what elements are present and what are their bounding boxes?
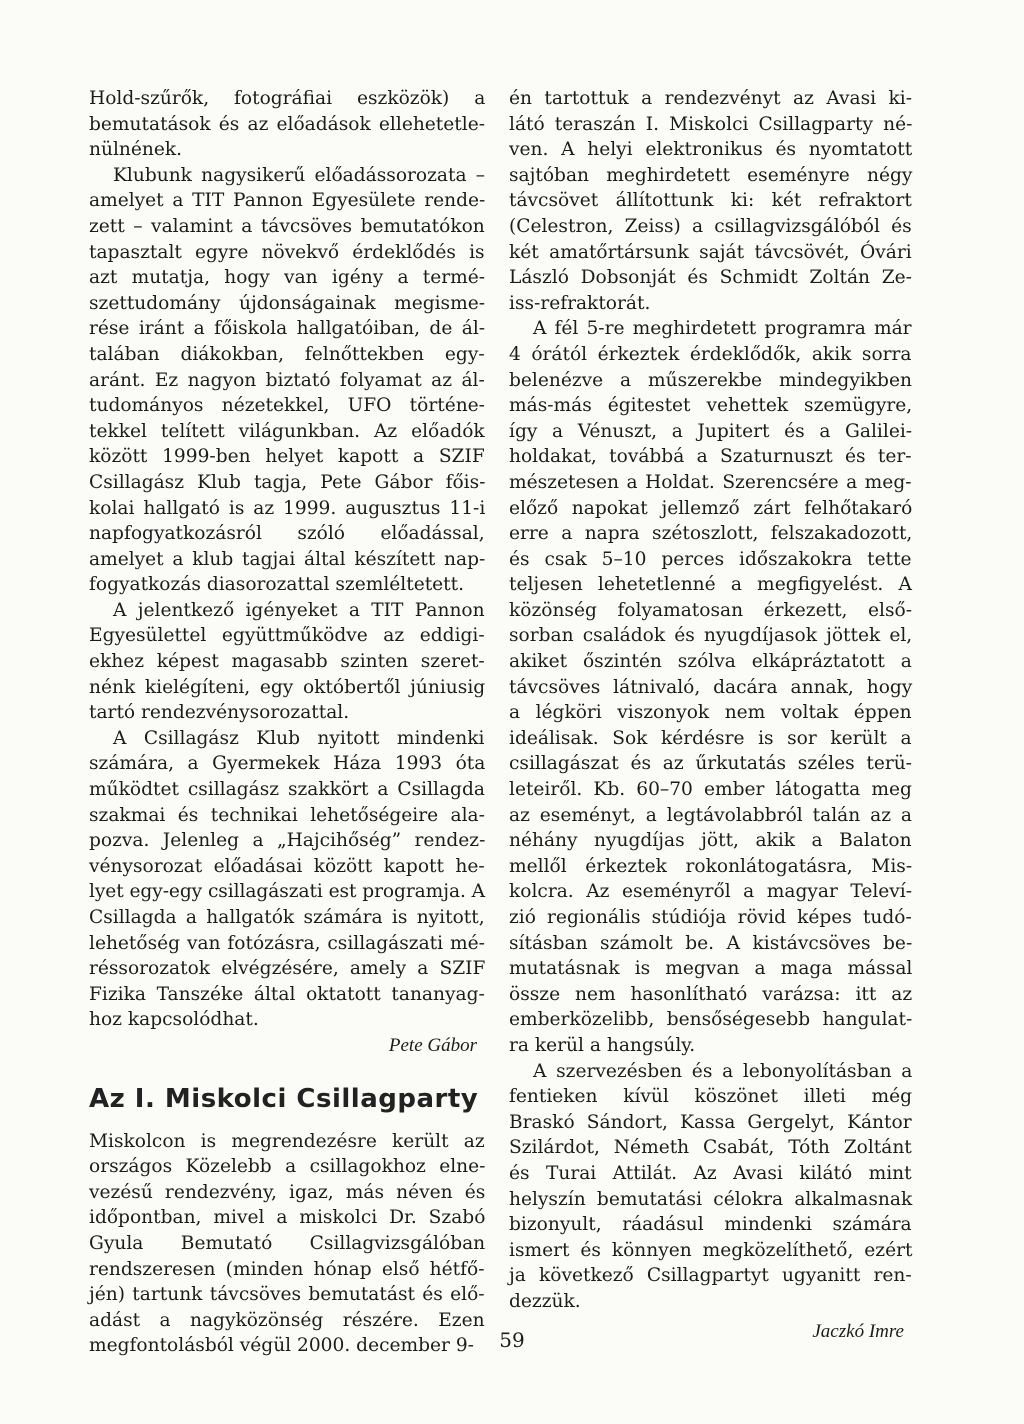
- text-line: helyszín bemutatási célokra alkalmasnak: [509, 1188, 913, 1210]
- text-line: szettudomány újdonságainak megisme-: [89, 292, 486, 314]
- text-line: két amatőrtársunk saját távcsövét, Óvári: [509, 241, 912, 263]
- text-line: így a Vénuszt, a Jupitert és a Galilei-: [509, 420, 913, 442]
- text-line: számára, a Gyermekek Háza 1993 óta: [89, 753, 486, 775]
- text-line: fogyatkozás diasorozattal szemléltetett.: [89, 574, 465, 596]
- text-line: erre a napra szétoszlott, felszakadozott,: [509, 523, 913, 545]
- text-line: lehetőség van fotózásra, csillagászati mé-: [89, 932, 485, 954]
- text-line: mészetesen a Holdat. Szerencsére a meg-: [509, 471, 912, 493]
- text-line: előző napokat jellemző zárt felhőtakaró: [509, 497, 913, 519]
- text-line: sajtóban meghirdetett eseményre négy: [509, 164, 913, 186]
- text-line: Miskolcon is megrendezésre került az: [89, 1130, 485, 1152]
- text-line: lyet egy-egy csillagászati est programja. A: [89, 881, 485, 903]
- text-line: ja következő Csillagpartyt ugyanitt ren-: [509, 1265, 912, 1287]
- text-line: Gyula Bemutató Csillagvizsgálóban: [89, 1232, 486, 1254]
- left-column-text-b: [89, 1129, 485, 1359]
- author-signature-right: Jaczkó Imre: [812, 1320, 904, 1342]
- page-number: 59: [499, 1328, 525, 1352]
- text-line: emberközelibb, bensőségesebb hangulat-: [509, 1009, 913, 1031]
- text-line: belenézve a műszerekbe mindegyikben: [509, 369, 912, 391]
- text-line: Hold-szűrők, fotográfiai eszközök) a: [89, 88, 486, 109]
- text-line: ra kerül a hangsúly.: [509, 1034, 696, 1056]
- text-line: mutatásnak is megvan a maga mással: [509, 958, 913, 980]
- text-line: aránt. Ez nagyon biztató folyamat az ál-: [89, 369, 485, 391]
- text-line: tartó rendezvénysorozattal.: [89, 702, 350, 724]
- text-line: Csillagda a hallgatók számára is nyitott,: [89, 907, 485, 928]
- text-line: tapasztalt egyre növekvő érdeklődés is: [89, 241, 485, 263]
- text-line: közönség folyamatosan érkezett, első-: [509, 599, 912, 621]
- text-line: jén) tartunk távcsöves bemutatást és elő-: [89, 1284, 485, 1306]
- text-line: amelyet a TIT Pannon Egyesülete rende-: [89, 190, 486, 212]
- text-line: dezzük.: [509, 1290, 581, 1312]
- text-line: időpontban, mivel a miskolci Dr. Szabó: [89, 1207, 486, 1229]
- text-line: tudományos nézetekkel, UFO történe-: [89, 395, 485, 417]
- text-line: zett – valamint a távcsöves bemutatókon: [89, 215, 485, 237]
- text-line: A Csillagász Klub nyitott mindenki: [113, 727, 485, 749]
- text-line: mellől érkeztek rokonlátogatásra, Mis-: [509, 855, 913, 877]
- text-line: Csillagász Klub tagja, Pete Gábor főis-: [89, 471, 486, 493]
- text-line: bemutatások és az előadások ellehetetle-: [89, 113, 485, 135]
- text-line: sításban számolt be. A kistávcsöves be-: [509, 932, 913, 954]
- text-line: A szervezésben és a lebonyolításban a: [533, 1060, 913, 1082]
- text-line: működtet csillagász szakkört a Csillagda: [89, 779, 485, 801]
- text-line: és csak 5–10 perces időszakokra tette: [509, 548, 912, 570]
- text-line: ismert és könnyen megközelíthető, ezért: [509, 1239, 913, 1261]
- left-column-text-a: [89, 86, 485, 1033]
- text-line: Szilárdot, Németh Csabát, Tóth Zoltánt: [509, 1137, 912, 1159]
- text-line: rendszeresen (minden hónap első hétfő-: [89, 1258, 485, 1280]
- text-line: és Turai Attilát. Az Avasi kilátó mint: [509, 1162, 912, 1184]
- text-line: holdakat, továbbá a Szaturnuszt és ter-: [509, 446, 912, 468]
- text-line: néhány nyugdíjas jött, akik a Balaton: [509, 830, 912, 852]
- text-line: össze nem hasonlítható varázsa: itt az: [509, 983, 913, 1005]
- text-line: kolai hallgató is az 1999. augusztus 11-i: [89, 497, 486, 519]
- text-line: távcsöves látnivaló, dacára annak, hogy: [509, 676, 913, 698]
- text-line: hoz kapcsolódhat.: [89, 1009, 259, 1031]
- text-line: Egyesülettel együttműködve az eddigi-: [89, 625, 485, 647]
- right-column-text: [509, 86, 912, 1315]
- text-line: kolcra. Az eseményről a magyar Televí-: [509, 881, 913, 903]
- text-line: nülnének.: [89, 139, 183, 161]
- text-line: vezésű rendezvény, igaz, más néven és: [89, 1181, 486, 1203]
- text-line: azt mutatja, hogy van igény a termé-: [89, 267, 486, 289]
- text-line: sorban családok és nyugdíjasok jöttek el,: [509, 625, 913, 647]
- text-line: az eseményt, a legtávolabbról talán az a: [509, 804, 912, 826]
- text-line: leteiről. Kb. 60–70 ember látogatta meg: [509, 779, 912, 801]
- text-line: akiket őszintén szólva elkápráztatott a: [509, 651, 912, 673]
- text-line: vénysorozat előadásai között kapott he-: [89, 855, 485, 877]
- text-line: más-más égitestet vehettek szemügyre,: [509, 395, 913, 417]
- text-line: zió regionális stúdiója rövid képes tudó-: [509, 907, 912, 928]
- text-line: rése iránt a főiskola hallgatóiban, de ál-: [89, 318, 486, 340]
- left-column: [89, 86, 485, 1359]
- text-line: iss-refraktorát.: [509, 292, 651, 314]
- text-line: A jelentkező igényeket a TIT Pannon: [113, 599, 485, 621]
- text-line: adást a nagyközönség részére. Ezen: [89, 1309, 485, 1331]
- text-line: Klubunk nagysikerű előadássorozata –: [113, 164, 486, 186]
- author-signature-left: Pete Gábor: [388, 1034, 477, 1056]
- text-line: László Dobsonját és Schmidt Zoltán Ze-: [509, 267, 912, 289]
- text-line: ekhez képest magasabb szinten szeret-: [89, 651, 485, 673]
- section-heading: Az I. Miskolci Csillagparty: [89, 1083, 479, 1114]
- text-line: ven. A helyi elektronikus és nyomtatott: [509, 139, 913, 161]
- text-line: Braskó Sándort, Kassa Gergelyt, Kántor: [509, 1111, 912, 1133]
- text-line: Fizika Tanszéke által oktatott tananyag-: [89, 983, 485, 1005]
- text-line: bizonyult, ráadásul mindenki számára: [509, 1214, 912, 1236]
- text-line: távcsövet állítottunk ki: két refraktort: [509, 190, 912, 212]
- text-line: között 1999-ben helyet kapott a SZIF: [89, 446, 485, 468]
- text-line: (Celestron, Zeiss) a csillagvizsgálóból és: [509, 215, 912, 237]
- text-line: 4 órától érkeztek érdeklődők, akik sorra: [509, 343, 912, 365]
- text-line: pozva. Jelenleg a „Hajcihőség” rendez-: [89, 830, 486, 852]
- text-line: napfogyatkozásról szóló előadással,: [89, 523, 485, 545]
- text-line: nénk kielégíteni, egy októbertől júniusig: [89, 676, 486, 698]
- text-line: a légköri viszonyok nem voltak éppen: [509, 702, 912, 724]
- text-line: országos Közelebb a csillagokhoz elne-: [89, 1156, 486, 1178]
- text-line: szakmai és technikai lehetőségeire ala-: [89, 804, 485, 826]
- text-line: amelyet a klub tagjai által készített nap-: [89, 548, 486, 570]
- text-line: csillagászat és az űrkutatás széles terü-: [509, 753, 912, 775]
- text-line: megfontolásból végül 2000. december 9-: [89, 1335, 474, 1357]
- right-column: [509, 86, 912, 1344]
- text-line: ideálisak. Sok kérdésre is sor került a: [509, 727, 912, 749]
- text-line: teljesen lehetetlenné a megfigyelést. A: [509, 574, 912, 596]
- text-line: A fél 5-re meghirdetett programra már: [533, 318, 912, 340]
- text-line: réssorozatok elvégzésére, amely a SZIF: [89, 958, 486, 980]
- text-line: fentieken kívül köszönet illeti még: [509, 1086, 913, 1108]
- text-line: látó teraszán I. Miskolci Csillagparty né-: [509, 113, 913, 135]
- text-line: én tartottuk a rendezvényt az Avasi ki-: [509, 88, 912, 109]
- text-line: talában diákokban, felnőttekben egy-: [89, 343, 485, 365]
- text-line: tekkel telített világunkban. Az előadók: [89, 420, 485, 442]
